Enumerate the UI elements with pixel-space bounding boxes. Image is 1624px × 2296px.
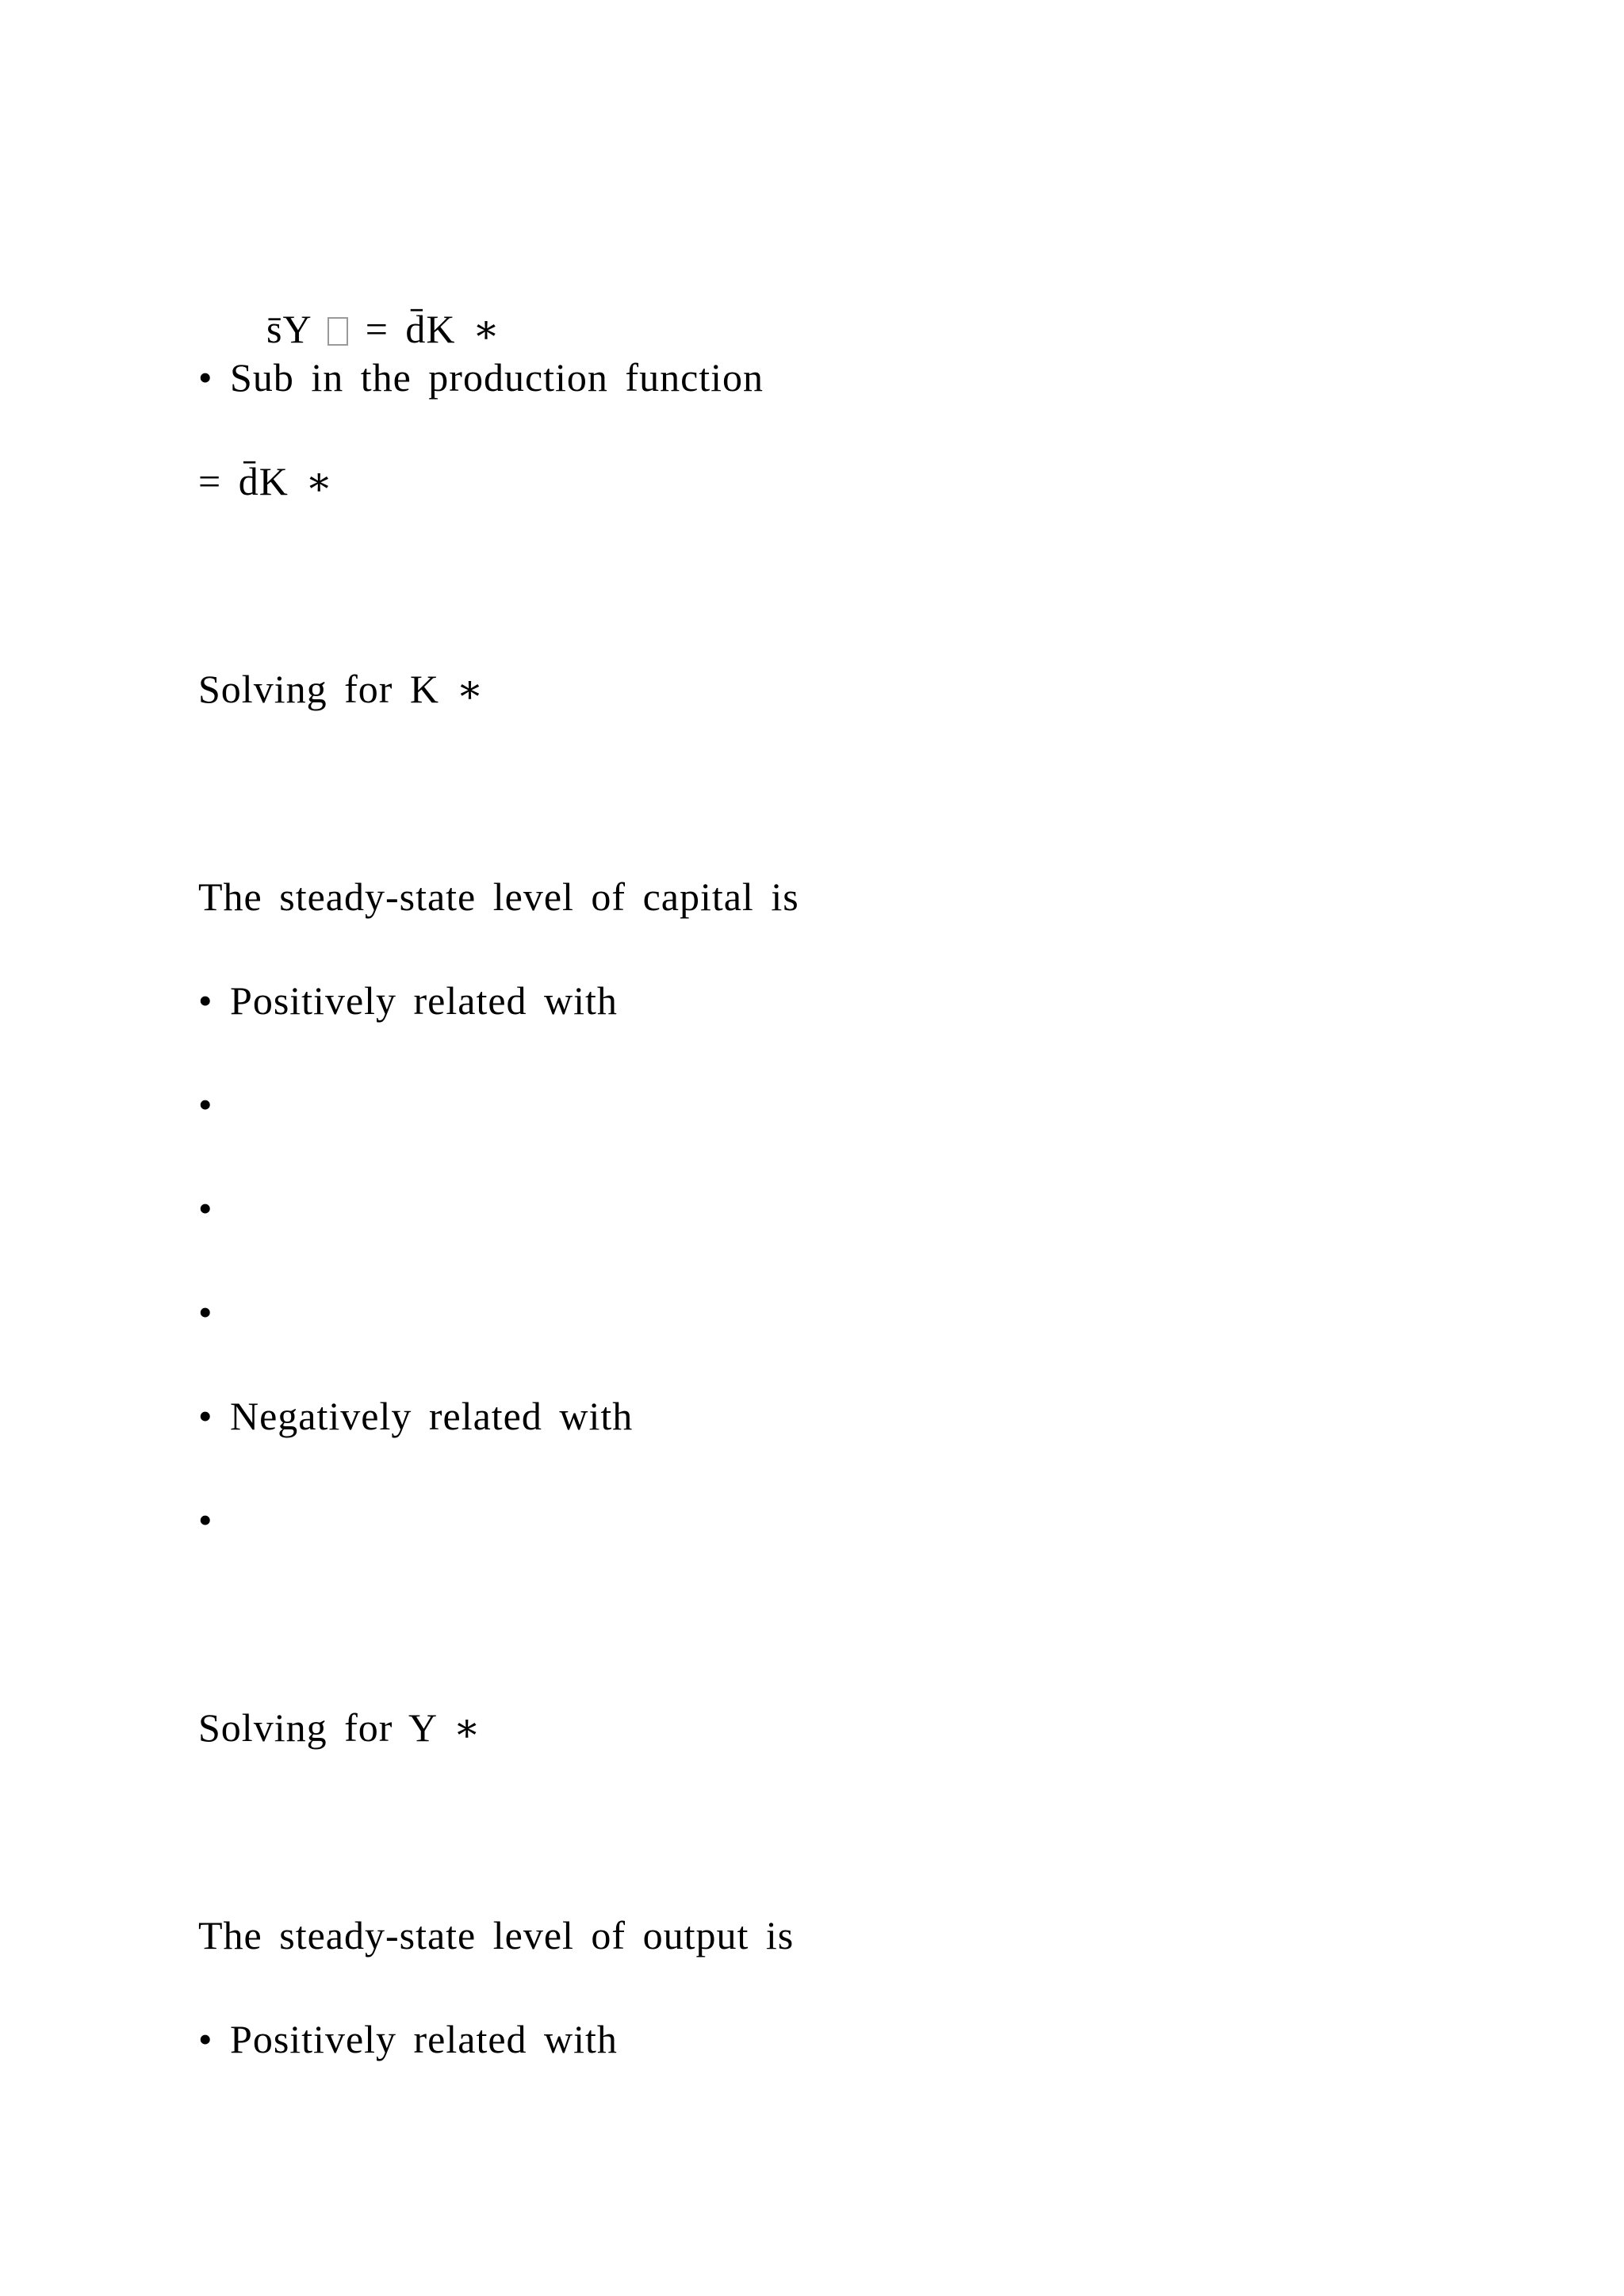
bullet-empty-1: •	[198, 1082, 213, 1127]
missing-glyph-box	[327, 317, 348, 346]
equation-lhs: s̄Y	[266, 307, 328, 351]
equation-steady-state-condition	[198, 246, 501, 351]
bullet-empty-4: •	[198, 1498, 213, 1542]
bullet-capital-negatively-related: • Negatively related with	[198, 1394, 634, 1438]
bullet-empty-3: •	[198, 1290, 213, 1334]
bullet-sub-production-function: • Sub in the production function	[198, 355, 764, 400]
equation-rhs: = d̄K ∗	[348, 307, 501, 351]
heading-solving-for-k: Solving for K ∗	[198, 667, 485, 711]
heading-solving-for-y: Solving for Y ∗	[198, 1705, 481, 1750]
bullet-empty-2: •	[198, 1186, 213, 1230]
equation-substituted: = d̄K ∗	[198, 459, 334, 503]
bullet-output-positively-related: • Positively related with	[198, 2017, 618, 2061]
text-steady-state-capital: The steady-state level of capital is	[198, 874, 799, 919]
bullet-capital-positively-related: • Positively related with	[198, 978, 618, 1023]
text-steady-state-output: The steady-state level of output is	[198, 1913, 795, 1957]
